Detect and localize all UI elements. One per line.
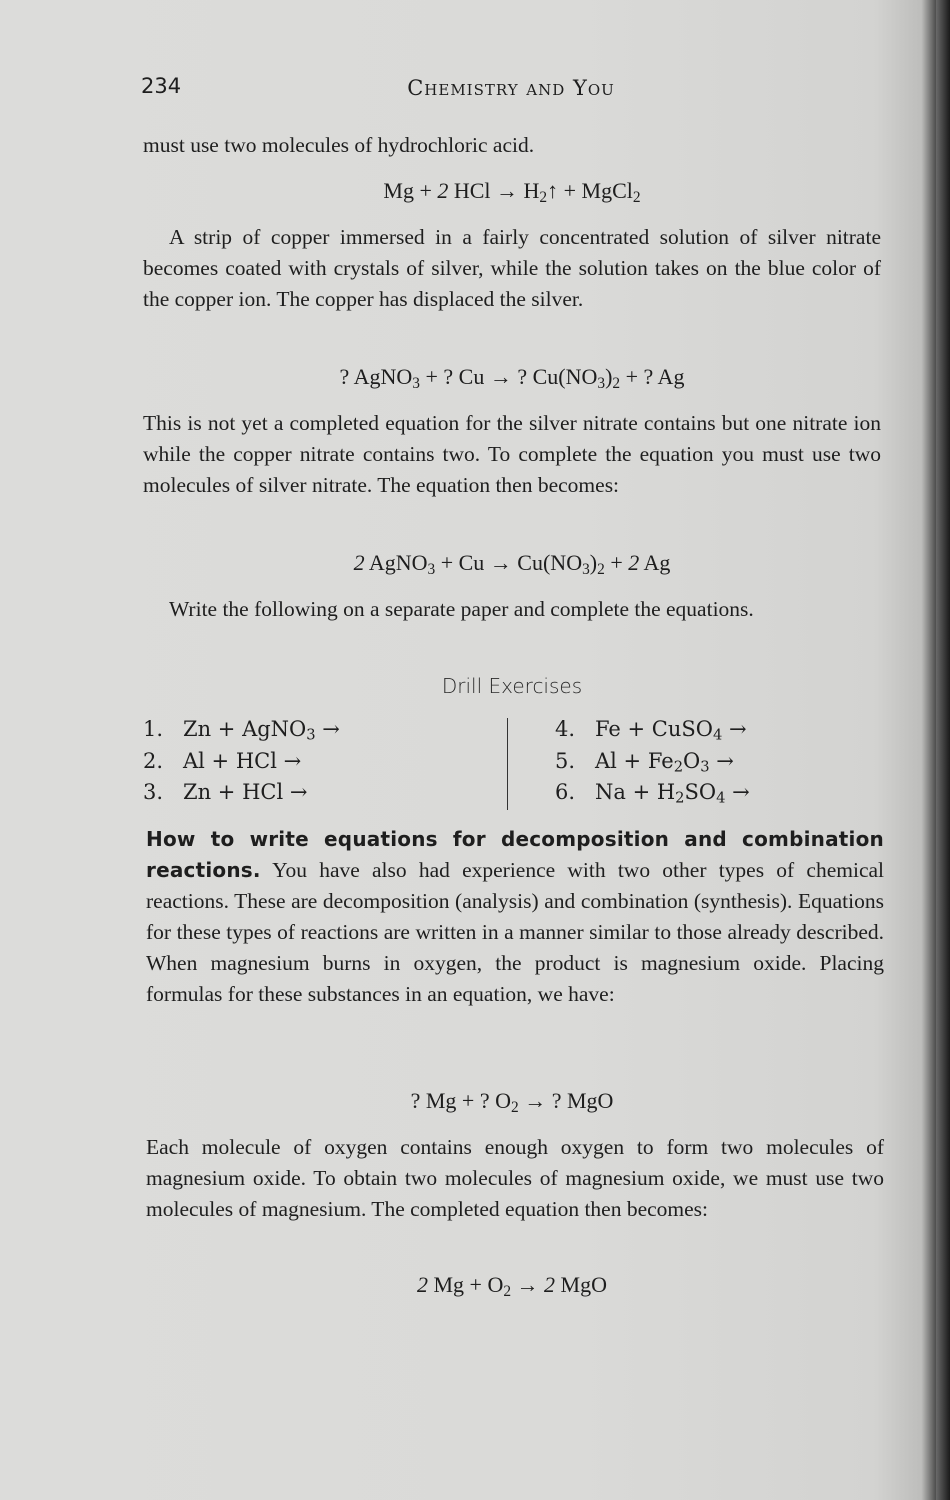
drill-title: Drill Exercises	[441, 674, 583, 698]
drill-number: 1.	[143, 717, 164, 741]
drill-item	[555, 714, 750, 746]
drill-text: Al + HCl →	[183, 748, 302, 773]
eq-part: →	[511, 1272, 545, 1297]
eq-part: Mg + O	[427, 1272, 504, 1297]
drill-text: →	[725, 780, 750, 804]
equation-mg-o2-balanced	[143, 1270, 881, 1300]
eq-part: )	[589, 550, 598, 575]
eq-coefficient: 2	[437, 178, 449, 203]
drill-subscript: 2	[673, 758, 684, 776]
drill-subscript: 3	[306, 726, 316, 744]
eq-coefficient: 2	[416, 1272, 428, 1297]
drill-text: →	[315, 717, 340, 741]
drill-subscript: 4	[716, 789, 726, 807]
paragraph-text: Write the following on a separate paper and complete the equations.	[169, 597, 754, 621]
drill-text: →	[709, 748, 734, 773]
paragraph-3	[143, 594, 881, 625]
eq-part: ↑ + MgCl	[547, 178, 633, 203]
eq-subscript: 2	[612, 374, 621, 392]
drill-number: 5.	[555, 748, 576, 773]
drill-number: 6.	[555, 780, 576, 804]
drill-number: 3.	[143, 780, 164, 804]
eq-subscript: 2	[632, 188, 641, 206]
paragraph-5	[146, 1132, 884, 1225]
eq-part: ? AgNO	[339, 364, 413, 389]
equation-mg-hcl	[143, 176, 881, 206]
drill-item	[555, 777, 750, 809]
drill-text: Al + Fe	[595, 748, 674, 773]
equation-agno3-balanced	[143, 548, 881, 578]
eq-part: +	[604, 550, 629, 575]
drill-column-right	[555, 714, 750, 809]
eq-part: → ? MgO	[518, 1088, 614, 1113]
eq-part: ? Mg + ? O	[410, 1088, 511, 1113]
eq-subscript: 3	[412, 374, 420, 392]
eq-part: Ag	[639, 550, 671, 575]
drill-item	[143, 746, 340, 778]
drill-column-left	[143, 714, 340, 809]
book-spine-edge	[936, 0, 950, 1500]
eq-coefficient: 2	[544, 1272, 556, 1297]
drill-text: O	[683, 748, 701, 773]
equation-mg-o2-unbalanced	[143, 1086, 881, 1116]
eq-subscript: 2	[597, 560, 605, 578]
paragraph-body: You have also had experience with two other types of chemical reactions. These are decomposition (analysis) and combination (synthesis). Equations for these types of reactions are written in a manner similar to those already described. When magnesium burns in oxygen, the product is magnesium oxide. Placing formulas for these substances in an equation, we have:	[146, 858, 884, 1006]
page-header	[141, 74, 881, 104]
drill-text: →	[722, 717, 747, 741]
equation-agno3-unbalanced	[143, 362, 881, 392]
drill-text: Zn + HCl →	[183, 780, 308, 804]
drill-text: Zn + AgNO	[183, 717, 307, 741]
paragraph-text: Each molecule of oxygen contains enough oxygen to form two molecules of magnesium oxide. To obtain two molecules of magnesium oxide, we must use two molecules of magnesium. The completed equation then becomes:	[146, 1135, 884, 1221]
drill-number: 2.	[143, 748, 164, 773]
eq-subscript: 2	[539, 188, 548, 206]
eq-part: AgNO	[364, 550, 428, 575]
paragraph-text	[146, 824, 884, 1010]
paragraph-1	[143, 222, 881, 315]
paragraph-2	[143, 408, 881, 501]
page-number: 234	[141, 74, 182, 98]
eq-subscript: 3	[427, 560, 436, 578]
drill-divider	[507, 718, 508, 810]
drill-item	[555, 746, 750, 778]
eq-subscript: 3	[597, 374, 606, 392]
drill-text: Na + H	[595, 780, 676, 804]
drill-text: SO	[684, 780, 717, 804]
eq-coefficient: 2	[628, 550, 640, 575]
drill-number: 4.	[555, 717, 576, 741]
eq-subscript: 2	[510, 1098, 519, 1116]
running-head: Chemistry and You	[407, 76, 615, 100]
eq-part: + ? Ag	[620, 364, 685, 389]
paragraph-0	[143, 130, 881, 161]
eq-part: HCl → H	[448, 178, 540, 203]
eq-part: Mg +	[383, 178, 438, 203]
eq-part: + Cu → Cu(NO	[435, 550, 583, 575]
drill-item	[143, 777, 340, 809]
drill-subscript: 4	[713, 726, 723, 744]
drill-subscript: 3	[700, 758, 710, 776]
paragraph-text: A strip of copper immersed in a fairly concentrated solution of silver nitrate becomes coated with crystals of silver, while the solution takes on the blue color of the copper ion. The copper has displaced the silver.	[143, 225, 881, 311]
paragraph-text: must use two molecules of hydrochloric acid.	[143, 133, 535, 157]
drill-subscript: 2	[675, 789, 685, 807]
section-heading: How to write equations for decomposition and combination reactions.	[146, 827, 884, 882]
eq-coefficient: 2	[353, 550, 365, 575]
eq-part: )	[605, 364, 613, 389]
eq-subscript: 3	[582, 560, 590, 578]
eq-part: + ? Cu → ? Cu(NO	[419, 364, 598, 389]
drill-item	[143, 714, 340, 746]
eq-subscript: 2	[503, 1282, 512, 1300]
paragraph-4	[146, 824, 884, 1010]
drill-text: Fe + CuSO	[595, 717, 713, 741]
paragraph-text: This is not yet a completed equation for the silver nitrate contains but one nitrate ion while the copper nitrate contains two. To complete the equation you must use two molecules of silver nitrate. The equation then becomes:	[143, 411, 881, 497]
eq-part: MgO	[555, 1272, 607, 1297]
